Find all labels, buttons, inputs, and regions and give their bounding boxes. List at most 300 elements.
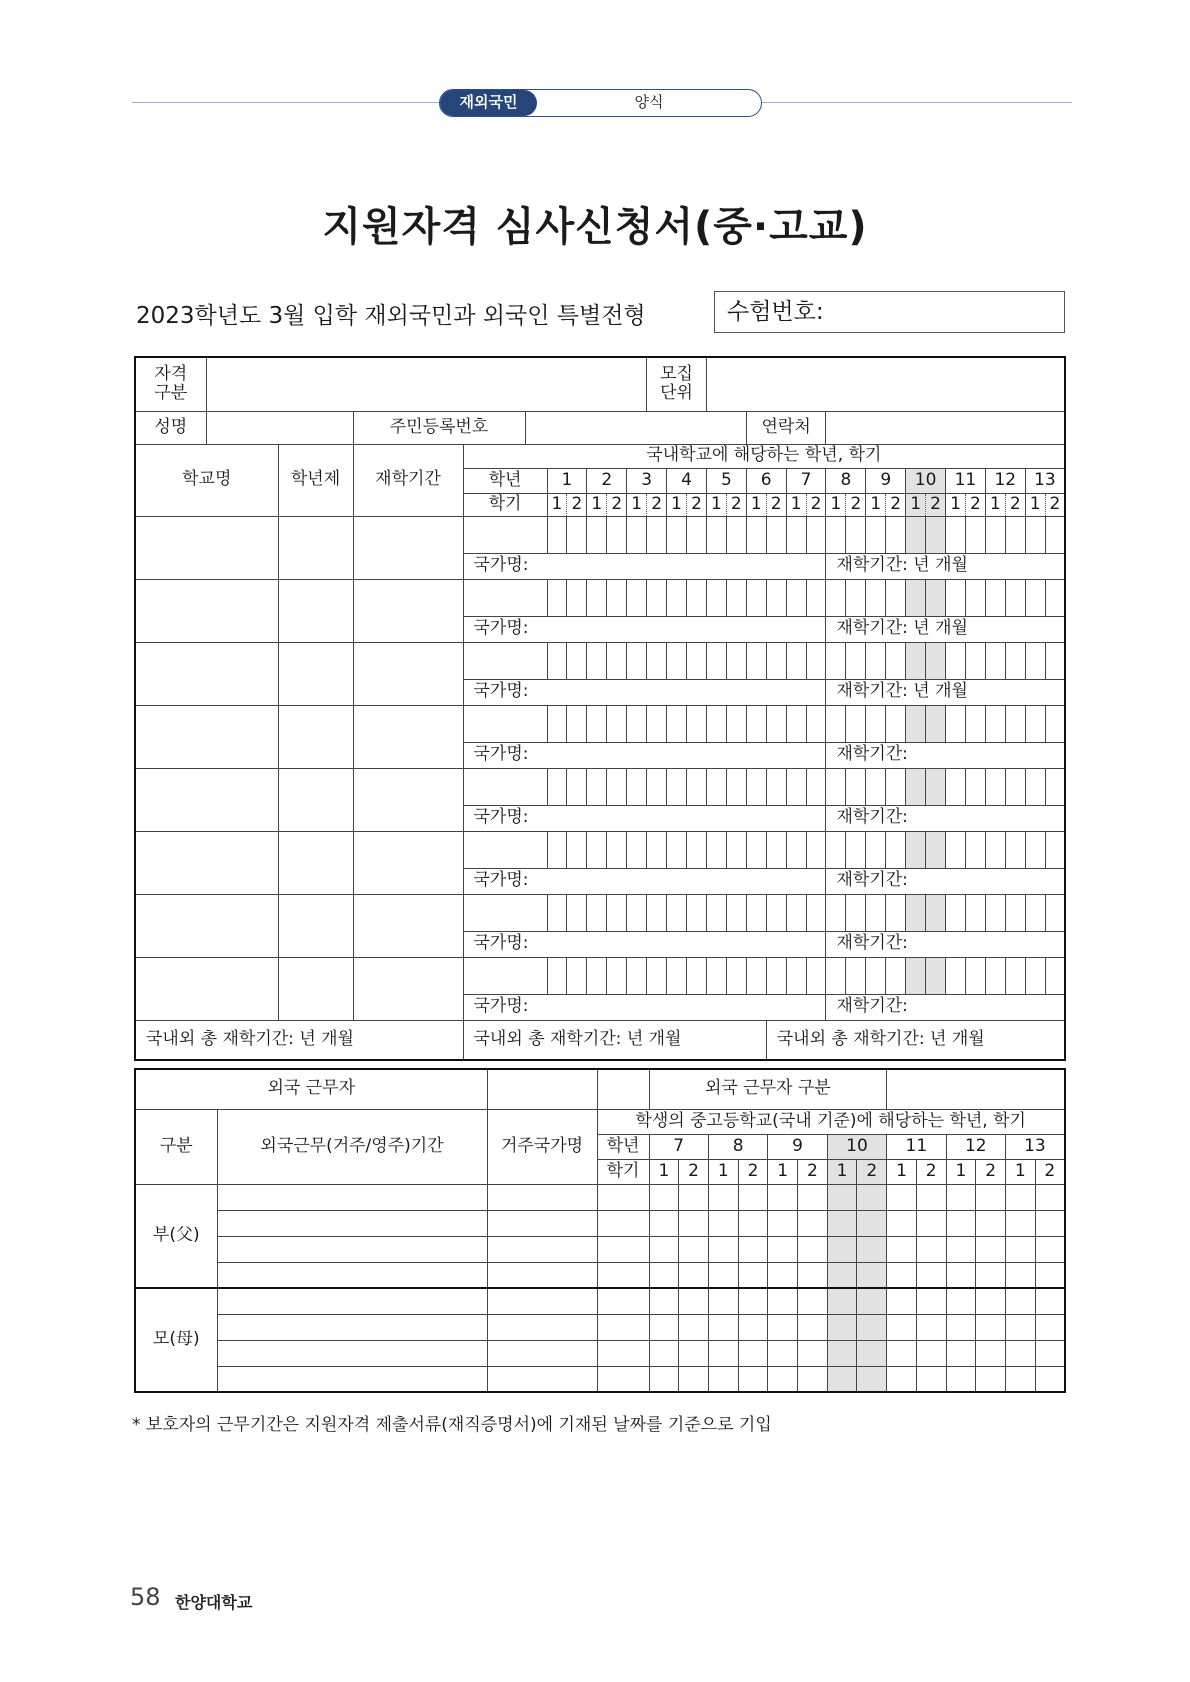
semester-check-cell[interactable] bbox=[886, 957, 906, 994]
semester-check-cell[interactable] bbox=[786, 642, 806, 679]
semester-check-cell[interactable] bbox=[746, 642, 766, 679]
semester-check-cell[interactable] bbox=[1045, 768, 1065, 805]
semester-check-cell[interactable] bbox=[587, 516, 607, 553]
father-country-field[interactable] bbox=[487, 1210, 597, 1236]
semester-check-cell[interactable] bbox=[706, 831, 726, 868]
semester-check-cell[interactable] bbox=[1005, 894, 1025, 931]
semester-check-cell[interactable] bbox=[679, 1236, 709, 1262]
semester-check-cell[interactable] bbox=[857, 1184, 887, 1210]
semester-check-cell[interactable] bbox=[866, 705, 886, 742]
enroll-period-field[interactable]: 재학기간: bbox=[826, 868, 1065, 894]
semester-check-cell[interactable] bbox=[786, 768, 806, 805]
semester-check-cell[interactable] bbox=[547, 642, 567, 679]
enroll-period-field[interactable] bbox=[353, 516, 463, 579]
semester-check-cell[interactable] bbox=[726, 768, 746, 805]
semester-check-cell[interactable] bbox=[547, 579, 567, 616]
semester-check-cell[interactable] bbox=[926, 579, 946, 616]
semester-check-cell[interactable] bbox=[846, 516, 866, 553]
name-field[interactable] bbox=[206, 411, 353, 444]
semester-check-cell[interactable] bbox=[946, 831, 966, 868]
enroll-period-field[interactable] bbox=[353, 768, 463, 831]
semester-check-cell[interactable] bbox=[965, 768, 985, 805]
semester-check-cell[interactable] bbox=[857, 1366, 887, 1392]
semester-check-cell[interactable] bbox=[887, 1314, 917, 1340]
semester-check-cell[interactable] bbox=[706, 516, 726, 553]
semester-check-cell[interactable] bbox=[857, 1288, 887, 1314]
semester-check-cell[interactable] bbox=[647, 705, 667, 742]
semester-check-cell[interactable] bbox=[567, 516, 587, 553]
mother-work-period-field[interactable] bbox=[217, 1366, 487, 1392]
semester-check-cell[interactable] bbox=[766, 894, 786, 931]
semester-check-cell[interactable] bbox=[906, 642, 926, 679]
semester-check-cell[interactable] bbox=[827, 1236, 857, 1262]
semester-check-cell[interactable] bbox=[827, 1210, 857, 1236]
semester-check-cell[interactable] bbox=[667, 642, 687, 679]
semester-check-cell[interactable] bbox=[798, 1314, 828, 1340]
semester-check-cell[interactable] bbox=[806, 957, 826, 994]
semester-check-cell[interactable] bbox=[1035, 1210, 1065, 1236]
semester-check-cell[interactable] bbox=[746, 894, 766, 931]
semester-check-cell[interactable] bbox=[866, 831, 886, 868]
semester-check-cell[interactable] bbox=[746, 831, 766, 868]
semester-check-cell[interactable] bbox=[687, 516, 707, 553]
semester-check-cell[interactable] bbox=[946, 957, 966, 994]
semester-check-cell[interactable] bbox=[1045, 642, 1065, 679]
semester-check-cell[interactable] bbox=[766, 768, 786, 805]
semester-check-cell[interactable] bbox=[766, 516, 786, 553]
school-name-field[interactable] bbox=[135, 831, 278, 894]
semester-check-cell[interactable] bbox=[738, 1314, 768, 1340]
semester-check-cell[interactable] bbox=[976, 1184, 1006, 1210]
semester-check-cell[interactable] bbox=[726, 642, 746, 679]
country-name-field[interactable]: 국가명: bbox=[463, 805, 826, 831]
semester-check-cell[interactable] bbox=[647, 957, 667, 994]
semester-check-cell[interactable] bbox=[667, 768, 687, 805]
semester-check-cell[interactable] bbox=[679, 1184, 709, 1210]
semester-check-cell[interactable] bbox=[857, 1314, 887, 1340]
semester-check-cell[interactable] bbox=[866, 894, 886, 931]
semester-check-cell[interactable] bbox=[886, 642, 906, 679]
semester-check-cell[interactable] bbox=[706, 705, 726, 742]
semester-check-cell[interactable] bbox=[976, 1288, 1006, 1314]
mother-country-field[interactable] bbox=[487, 1288, 597, 1314]
enroll-period-field[interactable] bbox=[353, 831, 463, 894]
semester-check-cell[interactable] bbox=[887, 1262, 917, 1288]
semester-check-cell[interactable] bbox=[786, 516, 806, 553]
foreign-worker-type-field[interactable] bbox=[887, 1069, 1065, 1109]
semester-check-cell[interactable] bbox=[679, 1210, 709, 1236]
semester-check-cell[interactable] bbox=[916, 1210, 946, 1236]
semester-check-cell[interactable] bbox=[587, 642, 607, 679]
semester-check-cell[interactable] bbox=[887, 1236, 917, 1262]
school-name-field[interactable] bbox=[135, 579, 278, 642]
semester-check-cell[interactable] bbox=[1005, 516, 1025, 553]
semester-check-cell[interactable] bbox=[649, 1236, 679, 1262]
semester-check-cell[interactable] bbox=[985, 516, 1005, 553]
semester-check-cell[interactable] bbox=[738, 1210, 768, 1236]
school-name-field[interactable] bbox=[135, 957, 278, 1020]
semester-check-cell[interactable] bbox=[1025, 642, 1045, 679]
semester-check-cell[interactable] bbox=[1005, 642, 1025, 679]
semester-check-cell[interactable] bbox=[985, 831, 1005, 868]
semester-check-cell[interactable] bbox=[906, 831, 926, 868]
semester-check-cell[interactable] bbox=[647, 768, 667, 805]
semester-check-cell[interactable] bbox=[766, 831, 786, 868]
grade-system-field[interactable] bbox=[278, 642, 353, 705]
country-name-field[interactable]: 국가명: bbox=[463, 868, 826, 894]
semester-check-cell[interactable] bbox=[926, 831, 946, 868]
enroll-period-field[interactable]: 재학기간: bbox=[826, 742, 1065, 768]
semester-check-cell[interactable] bbox=[926, 516, 946, 553]
semester-check-cell[interactable] bbox=[906, 579, 926, 616]
semester-check-cell[interactable] bbox=[916, 1288, 946, 1314]
semester-check-cell[interactable] bbox=[687, 768, 707, 805]
semester-check-cell[interactable] bbox=[985, 894, 1005, 931]
semester-check-cell[interactable] bbox=[627, 894, 647, 931]
semester-check-cell[interactable] bbox=[647, 579, 667, 616]
semester-check-cell[interactable] bbox=[846, 894, 866, 931]
semester-check-cell[interactable] bbox=[985, 957, 1005, 994]
semester-check-cell[interactable] bbox=[726, 705, 746, 742]
semester-check-cell[interactable] bbox=[768, 1314, 798, 1340]
semester-check-cell[interactable] bbox=[846, 831, 866, 868]
semester-check-cell[interactable] bbox=[798, 1262, 828, 1288]
semester-check-cell[interactable] bbox=[708, 1288, 738, 1314]
semester-check-cell[interactable] bbox=[547, 894, 567, 931]
semester-check-cell[interactable] bbox=[916, 1366, 946, 1392]
semester-check-cell[interactable] bbox=[679, 1314, 709, 1340]
semester-check-cell[interactable] bbox=[985, 642, 1005, 679]
school-name-field[interactable] bbox=[135, 705, 278, 768]
semester-check-cell[interactable] bbox=[976, 1210, 1006, 1236]
semester-check-cell[interactable] bbox=[798, 1366, 828, 1392]
semester-check-cell[interactable] bbox=[587, 957, 607, 994]
semester-check-cell[interactable] bbox=[746, 705, 766, 742]
semester-check-cell[interactable] bbox=[567, 705, 587, 742]
semester-check-cell[interactable] bbox=[726, 516, 746, 553]
semester-check-cell[interactable] bbox=[887, 1340, 917, 1366]
semester-check-cell[interactable] bbox=[567, 768, 587, 805]
semester-check-cell[interactable] bbox=[965, 579, 985, 616]
enroll-period-field[interactable]: 재학기간: bbox=[826, 805, 1065, 831]
semester-check-cell[interactable] bbox=[1005, 1288, 1035, 1314]
semester-check-cell[interactable] bbox=[726, 579, 746, 616]
semester-check-cell[interactable] bbox=[708, 1210, 738, 1236]
semester-check-cell[interactable] bbox=[946, 1184, 976, 1210]
semester-check-cell[interactable] bbox=[567, 831, 587, 868]
semester-check-cell[interactable] bbox=[887, 1184, 917, 1210]
semester-check-cell[interactable] bbox=[1035, 1366, 1065, 1392]
semester-check-cell[interactable] bbox=[687, 705, 707, 742]
semester-check-cell[interactable] bbox=[1025, 957, 1045, 994]
semester-check-cell[interactable] bbox=[587, 705, 607, 742]
semester-check-cell[interactable] bbox=[738, 1340, 768, 1366]
semester-check-cell[interactable] bbox=[926, 705, 946, 742]
semester-check-cell[interactable] bbox=[667, 894, 687, 931]
semester-check-cell[interactable] bbox=[647, 642, 667, 679]
semester-check-cell[interactable] bbox=[826, 957, 846, 994]
mother-country-field[interactable] bbox=[487, 1340, 597, 1366]
semester-check-cell[interactable] bbox=[627, 705, 647, 742]
country-name-field[interactable]: 국가명: bbox=[463, 931, 826, 957]
semester-check-cell[interactable] bbox=[1005, 1314, 1035, 1340]
semester-check-cell[interactable] bbox=[706, 894, 726, 931]
semester-check-cell[interactable] bbox=[1005, 957, 1025, 994]
semester-check-cell[interactable] bbox=[1025, 768, 1045, 805]
semester-check-cell[interactable] bbox=[679, 1288, 709, 1314]
semester-check-cell[interactable] bbox=[916, 1314, 946, 1340]
semester-check-cell[interactable] bbox=[857, 1210, 887, 1236]
semester-check-cell[interactable] bbox=[567, 579, 587, 616]
semester-check-cell[interactable] bbox=[786, 894, 806, 931]
semester-check-cell[interactable] bbox=[547, 831, 567, 868]
semester-check-cell[interactable] bbox=[806, 894, 826, 931]
semester-check-cell[interactable] bbox=[607, 831, 627, 868]
enroll-period-field[interactable] bbox=[353, 705, 463, 768]
semester-check-cell[interactable] bbox=[738, 1366, 768, 1392]
semester-check-cell[interactable] bbox=[1035, 1314, 1065, 1340]
semester-check-cell[interactable] bbox=[916, 1340, 946, 1366]
semester-check-cell[interactable] bbox=[827, 1262, 857, 1288]
semester-check-cell[interactable] bbox=[667, 957, 687, 994]
semester-check-cell[interactable] bbox=[866, 516, 886, 553]
semester-check-cell[interactable] bbox=[866, 642, 886, 679]
enroll-period-field[interactable]: 재학기간: bbox=[826, 994, 1065, 1020]
semester-check-cell[interactable] bbox=[1045, 579, 1065, 616]
semester-check-cell[interactable] bbox=[946, 1210, 976, 1236]
school-name-field[interactable] bbox=[135, 516, 278, 579]
school-name-field[interactable] bbox=[135, 894, 278, 957]
semester-check-cell[interactable] bbox=[706, 957, 726, 994]
semester-check-cell[interactable] bbox=[985, 768, 1005, 805]
semester-check-cell[interactable] bbox=[746, 579, 766, 616]
semester-check-cell[interactable] bbox=[846, 705, 866, 742]
country-name-field[interactable]: 국가명: bbox=[463, 994, 826, 1020]
semester-check-cell[interactable] bbox=[846, 957, 866, 994]
semester-check-cell[interactable] bbox=[1025, 831, 1045, 868]
semester-check-cell[interactable] bbox=[1005, 1262, 1035, 1288]
semester-check-cell[interactable] bbox=[1035, 1262, 1065, 1288]
semester-check-cell[interactable] bbox=[647, 831, 667, 868]
semester-check-cell[interactable] bbox=[826, 516, 846, 553]
semester-check-cell[interactable] bbox=[1045, 516, 1065, 553]
semester-check-cell[interactable] bbox=[708, 1366, 738, 1392]
semester-check-cell[interactable] bbox=[746, 516, 766, 553]
recruit-unit-field[interactable] bbox=[706, 357, 1065, 411]
mother-work-period-field[interactable] bbox=[217, 1288, 487, 1314]
semester-check-cell[interactable] bbox=[1005, 705, 1025, 742]
semester-check-cell[interactable] bbox=[647, 516, 667, 553]
semester-check-cell[interactable] bbox=[806, 831, 826, 868]
enroll-period-field[interactable] bbox=[353, 894, 463, 957]
semester-check-cell[interactable] bbox=[738, 1262, 768, 1288]
semester-check-cell[interactable] bbox=[976, 1314, 1006, 1340]
semester-check-cell[interactable] bbox=[627, 768, 647, 805]
semester-check-cell[interactable] bbox=[1005, 831, 1025, 868]
semester-check-cell[interactable] bbox=[708, 1340, 738, 1366]
total-period-field[interactable]: 국내외 총 재학기간: 년 개월 bbox=[135, 1020, 463, 1060]
semester-check-cell[interactable] bbox=[1005, 768, 1025, 805]
semester-check-cell[interactable] bbox=[547, 516, 567, 553]
semester-check-cell[interactable] bbox=[906, 957, 926, 994]
semester-check-cell[interactable] bbox=[886, 516, 906, 553]
semester-check-cell[interactable] bbox=[946, 516, 966, 553]
enroll-period-field[interactable] bbox=[353, 642, 463, 705]
semester-check-cell[interactable] bbox=[607, 768, 627, 805]
semester-check-cell[interactable] bbox=[798, 1340, 828, 1366]
semester-check-cell[interactable] bbox=[607, 957, 627, 994]
school-name-field[interactable] bbox=[135, 642, 278, 705]
grade-system-field[interactable] bbox=[278, 957, 353, 1020]
grade-system-field[interactable] bbox=[278, 516, 353, 579]
semester-check-cell[interactable] bbox=[768, 1210, 798, 1236]
semester-check-cell[interactable] bbox=[649, 1288, 679, 1314]
semester-check-cell[interactable] bbox=[965, 705, 985, 742]
mother-work-period-field[interactable] bbox=[217, 1340, 487, 1366]
semester-check-cell[interactable] bbox=[649, 1262, 679, 1288]
semester-check-cell[interactable] bbox=[946, 768, 966, 805]
semester-check-cell[interactable] bbox=[1005, 1184, 1035, 1210]
semester-check-cell[interactable] bbox=[826, 642, 846, 679]
semester-check-cell[interactable] bbox=[1035, 1340, 1065, 1366]
semester-check-cell[interactable] bbox=[1025, 705, 1045, 742]
semester-check-cell[interactable] bbox=[806, 516, 826, 553]
semester-check-cell[interactable] bbox=[786, 831, 806, 868]
semester-check-cell[interactable] bbox=[965, 516, 985, 553]
semester-check-cell[interactable] bbox=[649, 1184, 679, 1210]
semester-check-cell[interactable] bbox=[866, 768, 886, 805]
semester-check-cell[interactable] bbox=[857, 1340, 887, 1366]
semester-check-cell[interactable] bbox=[649, 1210, 679, 1236]
semester-check-cell[interactable] bbox=[826, 579, 846, 616]
resident-no-field[interactable] bbox=[525, 411, 746, 444]
semester-check-cell[interactable] bbox=[768, 1366, 798, 1392]
semester-check-cell[interactable] bbox=[627, 516, 647, 553]
semester-check-cell[interactable] bbox=[708, 1184, 738, 1210]
semester-check-cell[interactable] bbox=[887, 1366, 917, 1392]
semester-check-cell[interactable] bbox=[916, 1236, 946, 1262]
semester-check-cell[interactable] bbox=[946, 1288, 976, 1314]
grade-system-field[interactable] bbox=[278, 894, 353, 957]
semester-check-cell[interactable] bbox=[746, 957, 766, 994]
semester-check-cell[interactable] bbox=[946, 1236, 976, 1262]
semester-check-cell[interactable] bbox=[916, 1184, 946, 1210]
semester-check-cell[interactable] bbox=[806, 642, 826, 679]
semester-check-cell[interactable] bbox=[1005, 1210, 1035, 1236]
semester-check-cell[interactable] bbox=[827, 1340, 857, 1366]
country-name-field[interactable]: 국가명: bbox=[463, 616, 826, 642]
semester-check-cell[interactable] bbox=[708, 1262, 738, 1288]
semester-check-cell[interactable] bbox=[1005, 579, 1025, 616]
total-period-field[interactable]: 국내외 총 재학기간: 년 개월 bbox=[463, 1020, 766, 1060]
semester-check-cell[interactable] bbox=[826, 894, 846, 931]
semester-check-cell[interactable] bbox=[607, 579, 627, 616]
semester-check-cell[interactable] bbox=[886, 579, 906, 616]
semester-check-cell[interactable] bbox=[687, 894, 707, 931]
semester-check-cell[interactable] bbox=[667, 516, 687, 553]
semester-check-cell[interactable] bbox=[827, 1288, 857, 1314]
grade-system-field[interactable] bbox=[278, 831, 353, 894]
grade-system-field[interactable] bbox=[278, 768, 353, 831]
semester-check-cell[interactable] bbox=[1005, 1236, 1035, 1262]
semester-check-cell[interactable] bbox=[886, 894, 906, 931]
semester-check-cell[interactable] bbox=[706, 579, 726, 616]
enroll-period-field[interactable] bbox=[353, 579, 463, 642]
semester-check-cell[interactable] bbox=[706, 642, 726, 679]
semester-check-cell[interactable] bbox=[726, 894, 746, 931]
enroll-period-field[interactable]: 재학기간: bbox=[826, 931, 1065, 957]
semester-check-cell[interactable] bbox=[746, 768, 766, 805]
semester-check-cell[interactable] bbox=[946, 642, 966, 679]
semester-check-cell[interactable] bbox=[886, 705, 906, 742]
semester-check-cell[interactable] bbox=[768, 1184, 798, 1210]
semester-check-cell[interactable] bbox=[766, 957, 786, 994]
semester-check-cell[interactable] bbox=[567, 957, 587, 994]
semester-check-cell[interactable] bbox=[827, 1314, 857, 1340]
semester-check-cell[interactable] bbox=[965, 831, 985, 868]
semester-check-cell[interactable] bbox=[768, 1236, 798, 1262]
country-name-field[interactable]: 국가명: bbox=[463, 679, 826, 705]
semester-check-cell[interactable] bbox=[926, 894, 946, 931]
semester-check-cell[interactable] bbox=[826, 831, 846, 868]
semester-check-cell[interactable] bbox=[887, 1210, 917, 1236]
semester-check-cell[interactable] bbox=[687, 957, 707, 994]
semester-check-cell[interactable] bbox=[607, 516, 627, 553]
school-name-field[interactable] bbox=[135, 768, 278, 831]
semester-check-cell[interactable] bbox=[726, 831, 746, 868]
semester-check-cell[interactable] bbox=[827, 1184, 857, 1210]
contact-field[interactable] bbox=[826, 411, 1065, 444]
semester-check-cell[interactable] bbox=[547, 957, 567, 994]
semester-check-cell[interactable] bbox=[946, 1366, 976, 1392]
semester-check-cell[interactable] bbox=[926, 642, 946, 679]
semester-check-cell[interactable] bbox=[857, 1236, 887, 1262]
semester-check-cell[interactable] bbox=[926, 768, 946, 805]
semester-check-cell[interactable] bbox=[798, 1210, 828, 1236]
semester-check-cell[interactable] bbox=[906, 894, 926, 931]
father-country-field[interactable] bbox=[487, 1262, 597, 1288]
semester-check-cell[interactable] bbox=[547, 705, 567, 742]
exam-number-field[interactable]: 수험번호: bbox=[714, 291, 1065, 333]
semester-check-cell[interactable] bbox=[965, 642, 985, 679]
semester-check-cell[interactable] bbox=[687, 831, 707, 868]
country-name-field[interactable]: 국가명: bbox=[463, 553, 826, 579]
semester-check-cell[interactable] bbox=[976, 1236, 1006, 1262]
semester-check-cell[interactable] bbox=[627, 831, 647, 868]
father-country-field[interactable] bbox=[487, 1236, 597, 1262]
semester-check-cell[interactable] bbox=[946, 1340, 976, 1366]
semester-check-cell[interactable] bbox=[726, 957, 746, 994]
semester-check-cell[interactable] bbox=[1035, 1236, 1065, 1262]
enroll-period-field[interactable] bbox=[353, 957, 463, 1020]
semester-check-cell[interactable] bbox=[976, 1340, 1006, 1366]
semester-check-cell[interactable] bbox=[649, 1366, 679, 1392]
semester-check-cell[interactable] bbox=[946, 894, 966, 931]
semester-check-cell[interactable] bbox=[906, 768, 926, 805]
enroll-period-field[interactable]: 재학기간: 년 개월 bbox=[826, 553, 1065, 579]
enroll-period-field[interactable]: 재학기간: 년 개월 bbox=[826, 679, 1065, 705]
semester-check-cell[interactable] bbox=[976, 1366, 1006, 1392]
semester-check-cell[interactable] bbox=[1045, 831, 1065, 868]
semester-check-cell[interactable] bbox=[738, 1288, 768, 1314]
semester-check-cell[interactable] bbox=[906, 516, 926, 553]
father-work-period-field[interactable] bbox=[217, 1236, 487, 1262]
semester-check-cell[interactable] bbox=[857, 1262, 887, 1288]
semester-check-cell[interactable] bbox=[846, 642, 866, 679]
semester-check-cell[interactable] bbox=[706, 768, 726, 805]
semester-check-cell[interactable] bbox=[1025, 894, 1045, 931]
semester-check-cell[interactable] bbox=[679, 1340, 709, 1366]
